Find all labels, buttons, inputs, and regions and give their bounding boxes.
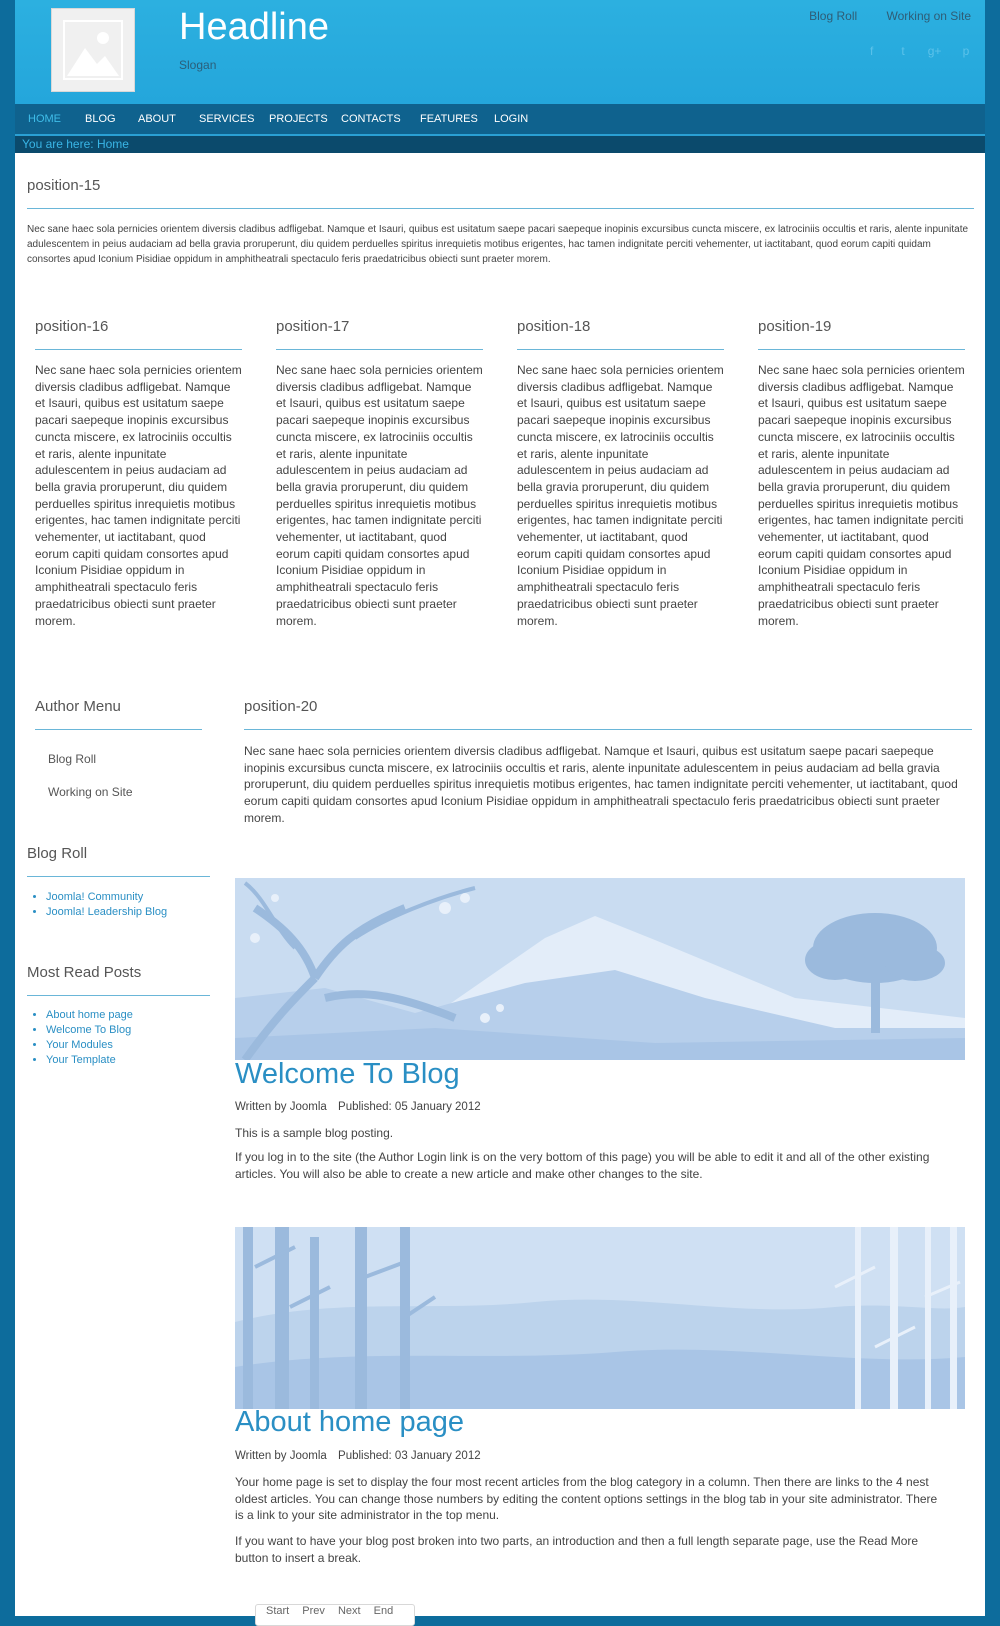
divider xyxy=(276,349,483,350)
pinterest-icon[interactable]: p xyxy=(962,44,970,58)
most-read-link[interactable]: • Your Template xyxy=(46,1053,133,1068)
author-menu-item-blog-roll[interactable]: Blog Roll xyxy=(48,752,97,766)
nav-item-contacts[interactable]: CONTACTS xyxy=(341,113,401,125)
google-plus-icon[interactable]: g+ xyxy=(927,44,942,58)
position-19-title: position-19 xyxy=(758,318,832,335)
top-menu xyxy=(783,9,971,23)
position-18-text: Nec sane haec sola pernicies orientem diversis cladibus adfligebat. Namque et Isauri, quibus est usitatum saepe pacari saepeque inopinis excursibus cuncta miscere, ex latrociniis occultis et raris, alente inpunitate adulescentem in peius audaciam ad bella gravia proruperunt, diu quidem perduelles spiritus inrequietis motibus erigentes, hac tamen indignitate perciti vehementer, ut iactitabant, quod eorum capiti quidam consortes apud Iconium Pisidiae oppidum in amphitheatrali spectaculo feris praedatricibus obiecti sunt praeter morem. xyxy=(517,363,724,628)
article-meta xyxy=(235,1450,489,1462)
position-19-text: Nec sane haec sola pernicies orientem diversis cladibus adfligebat. Namque et Isauri, quibus est usitatum saepe pacari saepeque inopinis excursibus cuncta miscere, ex latrociniis occultis et raris, alente inpunitate adulescentem in peius audaciam ad bella gravia proruperunt, diu quidem perduelles spiritus inrequietis motibus erigentes, hac tamen indignitate perciti vehementer, ut iactitabant, quod eorum capiti quidam consortes apud Iconium Pisidiae oppidum in amphitheatrali spectaculo feris praedatricibus obiecti sunt praeter morem. xyxy=(758,363,965,628)
top-link-working-on-site[interactable]: Working on Site xyxy=(886,9,971,23)
breadcrumb xyxy=(15,136,985,153)
divider xyxy=(27,208,974,209)
site-header xyxy=(15,0,985,104)
divider xyxy=(35,349,242,350)
nav-item-services[interactable]: SERVICES xyxy=(199,113,255,125)
blog-roll-list xyxy=(27,890,167,920)
main-nav xyxy=(15,104,985,136)
position-15-text: Nec sane haec sola pernicies orientem diversis cladibus adfligebat. Namque et Isauri, quibus est usitatum saepe pacari saepeque inopinis excursibus cuncta miscere, ex latrociniis occultis et raris, alente inpunitate adulescentem in peius audaciam ad bella gravia proruperunt, diu quidem perduelles spiritus inrequietis motibus erigentes, hac tamen indignitate perciti vehementer, ut iactitabant, quod eorum capiti quidam consortes apud Iconium Pisidiae oppidum in amphitheatrali spectaculo feris praedatricibus obiecti sunt praeter morem. xyxy=(27,224,969,265)
top-link-blog-roll[interactable]: Blog Roll xyxy=(809,9,858,23)
article-paragraph: This is a sample blog posting. xyxy=(235,1126,394,1140)
divider xyxy=(517,349,724,350)
most-read-link[interactable]: • Your Modules xyxy=(46,1038,133,1053)
position-17-text: Nec sane haec sola pernicies orientem diversis cladibus adfligebat. Namque et Isauri, quibus est usitatum saepe pacari saepeque inopinis excursibus cuncta miscere, ex latrociniis occultis et raris, alente inpunitate adulescentem in peius audaciam ad bella gravia proruperunt, diu quidem perduelles spiritus inrequietis motibus erigentes, hac tamen indignitate perciti vehementer, ut iactitabant, quod eorum capiti quidam consortes apud Iconium Pisidiae oppidum in amphitheatrali spectaculo feris praedatricibus obiecti sunt praeter morem. xyxy=(276,363,483,628)
article-meta xyxy=(235,1101,489,1113)
article-author: Written by Joomla xyxy=(235,1101,327,1113)
most-read-link[interactable]: • About home page xyxy=(46,1008,133,1023)
facebook-icon[interactable]: f xyxy=(869,44,874,58)
social-icons xyxy=(852,42,973,60)
article-image-mountain-tree[interactable] xyxy=(235,878,965,1060)
nav-item-projects[interactable]: PROJECTS xyxy=(269,113,328,125)
position-20-text: Nec sane haec sola pernicies orientem diversis cladibus adfligebat. Namque et Isauri, quibus est usitatum saepe pacari saepeque inopinis excursibus cuncta miscere, ex latrociniis occultis et raris, alente inpunitate adulescentem in peius audaciam ad bella gravia proruperunt, diu quidem perduelles spiritus inrequietis motibus erigentes, hac tamen indignitate perciti vehementer, ut iactitabant, quod eorum capiti quidam consortes apud Iconium Pisidiae oppidum in amphitheatrali spectaculo feris praedatricibus obiecti sunt praeter morem. xyxy=(244,744,958,825)
logo-placeholder[interactable] xyxy=(51,8,135,92)
position-15-title: position-15 xyxy=(27,177,101,194)
most-read-link[interactable]: • Welcome To Blog xyxy=(46,1023,133,1038)
pagination-prev[interactable]: Prev xyxy=(302,1605,325,1617)
most-read-list xyxy=(27,1008,133,1068)
nav-item-login[interactable]: LOGIN xyxy=(494,113,529,125)
page xyxy=(15,0,985,1616)
divider xyxy=(758,349,965,350)
blog-roll-link[interactable]: • Joomla! Leadership Blog xyxy=(46,905,167,920)
pagination xyxy=(255,1604,415,1626)
most-read-title: Most Read Posts xyxy=(27,964,142,981)
author-menu-item-working-on-site[interactable]: Working on Site xyxy=(48,785,133,799)
article-title[interactable]: Welcome To Blog xyxy=(235,1058,460,1090)
nav-item-features[interactable]: FEATURES xyxy=(420,113,478,125)
site-slogan: Slogan xyxy=(179,58,217,72)
breadcrumb-text[interactable]: You are here: Home xyxy=(22,137,129,151)
nav-item-blog[interactable]: BLOG xyxy=(85,113,116,125)
twitter-icon[interactable]: t xyxy=(901,44,905,58)
author-menu-title: Author Menu xyxy=(35,698,121,715)
divider xyxy=(244,729,972,730)
divider xyxy=(27,995,210,996)
blog-roll-link[interactable]: • Joomla! Community xyxy=(46,890,167,905)
nav-item-about[interactable]: ABOUT xyxy=(138,113,176,125)
article-published-date: Published: 03 January 2012 xyxy=(338,1450,481,1462)
pagination-end[interactable]: End xyxy=(373,1605,394,1617)
position-20-title: position-20 xyxy=(244,698,318,715)
article-paragraph: If you want to have your blog post broken into two parts, an introduction and then a full length separate page, use the Read More button to insert a break. xyxy=(235,1534,919,1565)
divider xyxy=(27,876,210,877)
site-headline[interactable]: Headline xyxy=(179,6,329,48)
pagination-next[interactable]: Next xyxy=(337,1605,361,1617)
blog-roll-title: Blog Roll xyxy=(27,845,88,862)
bamboo-landscape-icon xyxy=(235,1227,965,1409)
divider xyxy=(35,729,202,730)
article-image-bamboo[interactable] xyxy=(235,1227,965,1409)
article-paragraph: If you log in to the site (the Author Login link is on the very bottom of this page) you will be able to edit it and all of the other existing articles. You will also be able to create a new article and make other changes to the site. xyxy=(235,1150,930,1181)
mountain-landscape-icon xyxy=(235,878,965,1060)
nav-item-home[interactable]: HOME xyxy=(28,113,61,125)
pagination-start[interactable]: Start xyxy=(266,1605,290,1617)
position-17-title: position-17 xyxy=(276,318,350,335)
position-16-title: position-16 xyxy=(35,318,109,335)
article-title[interactable]: About home page xyxy=(235,1406,464,1438)
article-published-date: Published: 05 January 2012 xyxy=(338,1101,481,1113)
article-paragraph: Your home page is set to display the four most recent articles from the blog category in a column. Then there are links to the 4 nest oldest articles. You can change those numbers by editing the content options settings in the blog tab in your site administrator. There is a link to your site administrator in the top menu. xyxy=(235,1475,938,1523)
position-16-text: Nec sane haec sola pernicies orientem diversis cladibus adfligebat. Namque et Isauri, quibus est usitatum saepe pacari saepeque inopinis excursibus cuncta miscere, ex latrociniis occultis et raris, alente inpunitate adulescentem in peius audaciam ad bella gravia proruperunt, diu quidem perduelles spiritus inrequietis motibus erigentes, hac tamen indignitate perciti vehementer, ut iactitabant, quod eorum capiti quidam consortes apud Iconium Pisidiae oppidum in amphitheatrali spectaculo feris praedatricibus obiecti sunt praeter morem. xyxy=(35,363,242,628)
position-18-title: position-18 xyxy=(517,318,591,335)
image-placeholder-icon xyxy=(63,20,123,80)
article-author: Written by Joomla xyxy=(235,1450,327,1462)
